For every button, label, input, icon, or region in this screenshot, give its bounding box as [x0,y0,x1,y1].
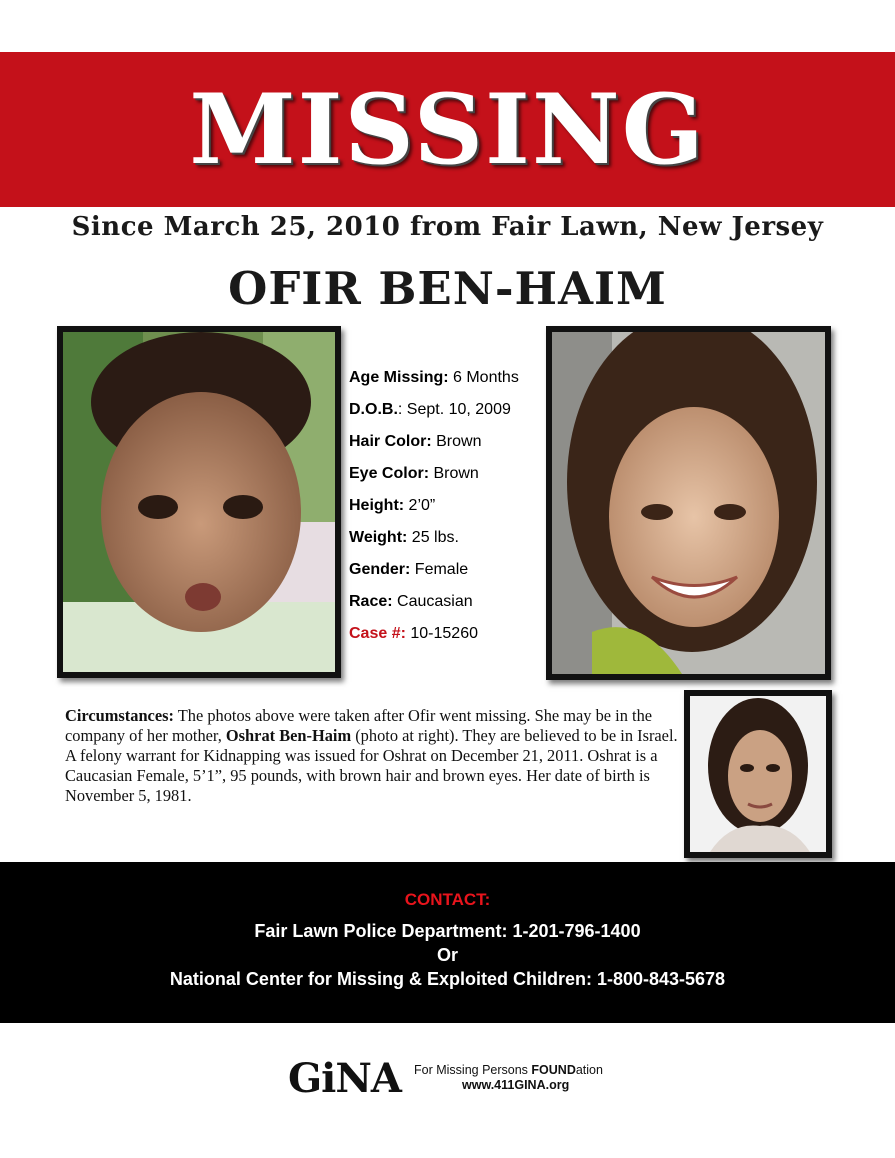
missing-since: Since March 25, 2010 from Fair Lawn, New Jersey [71,212,824,242]
contact-or: Or [436,945,458,965]
detail-race: Race: Caucasian [349,593,473,610]
detail-age: Age Missing: 6 Months [349,369,519,386]
details-list [349,362,544,650]
detail-gender: Gender: Female [349,561,469,578]
photo-child-age-progressed [57,326,341,678]
contact-police: Fair Lawn Police Department: 1-201-796-1400 [254,921,641,941]
detail-hair: Hair Color: Brown [349,433,482,450]
missing-banner [0,52,895,207]
missing-person-name: OFIR BEN-HAIM [228,262,667,315]
detail-eye: Eye Color: Brown [349,465,479,482]
detail-dob: D.O.B.: Sept. 10, 2009 [349,401,511,418]
contact-title: CONTACT: [404,890,491,909]
detail-case: Case #: 10-15260 [349,625,478,642]
detail-weight: Weight: 25 lbs. [349,529,459,546]
detail-height: Height: 2’0” [349,497,436,514]
circumstances-text: Circumstances: The photos above were taken after Ofir went missing. She may be in the company of her mother, Oshrat Ben-Haim (photo at right). They are believed to be in Israel. A felony warrant for Kidnapping was issued for Oshrat on December 21, 2011. Oshrat is a Caucasian Female, 5’1”, 95 pounds, with brown hair and brown eyes. Her date of birth is November 5, 1981. [65,706,678,805]
gina-tagline: For Missing Persons FOUNDation www.411GINA.org [414,1063,628,1092]
photo-child [546,326,831,680]
contact-ncmec: National Center for Missing & Exploited Children: 1-800-843-5678 [169,969,726,989]
gina-logo: GiNA [288,1055,401,1102]
gina-url: www.411GINA.org [462,1078,570,1092]
photo-mother [684,690,832,858]
contact-section [0,862,895,1023]
footer-logo [288,1055,628,1105]
missing-title: MISSING [189,72,706,186]
